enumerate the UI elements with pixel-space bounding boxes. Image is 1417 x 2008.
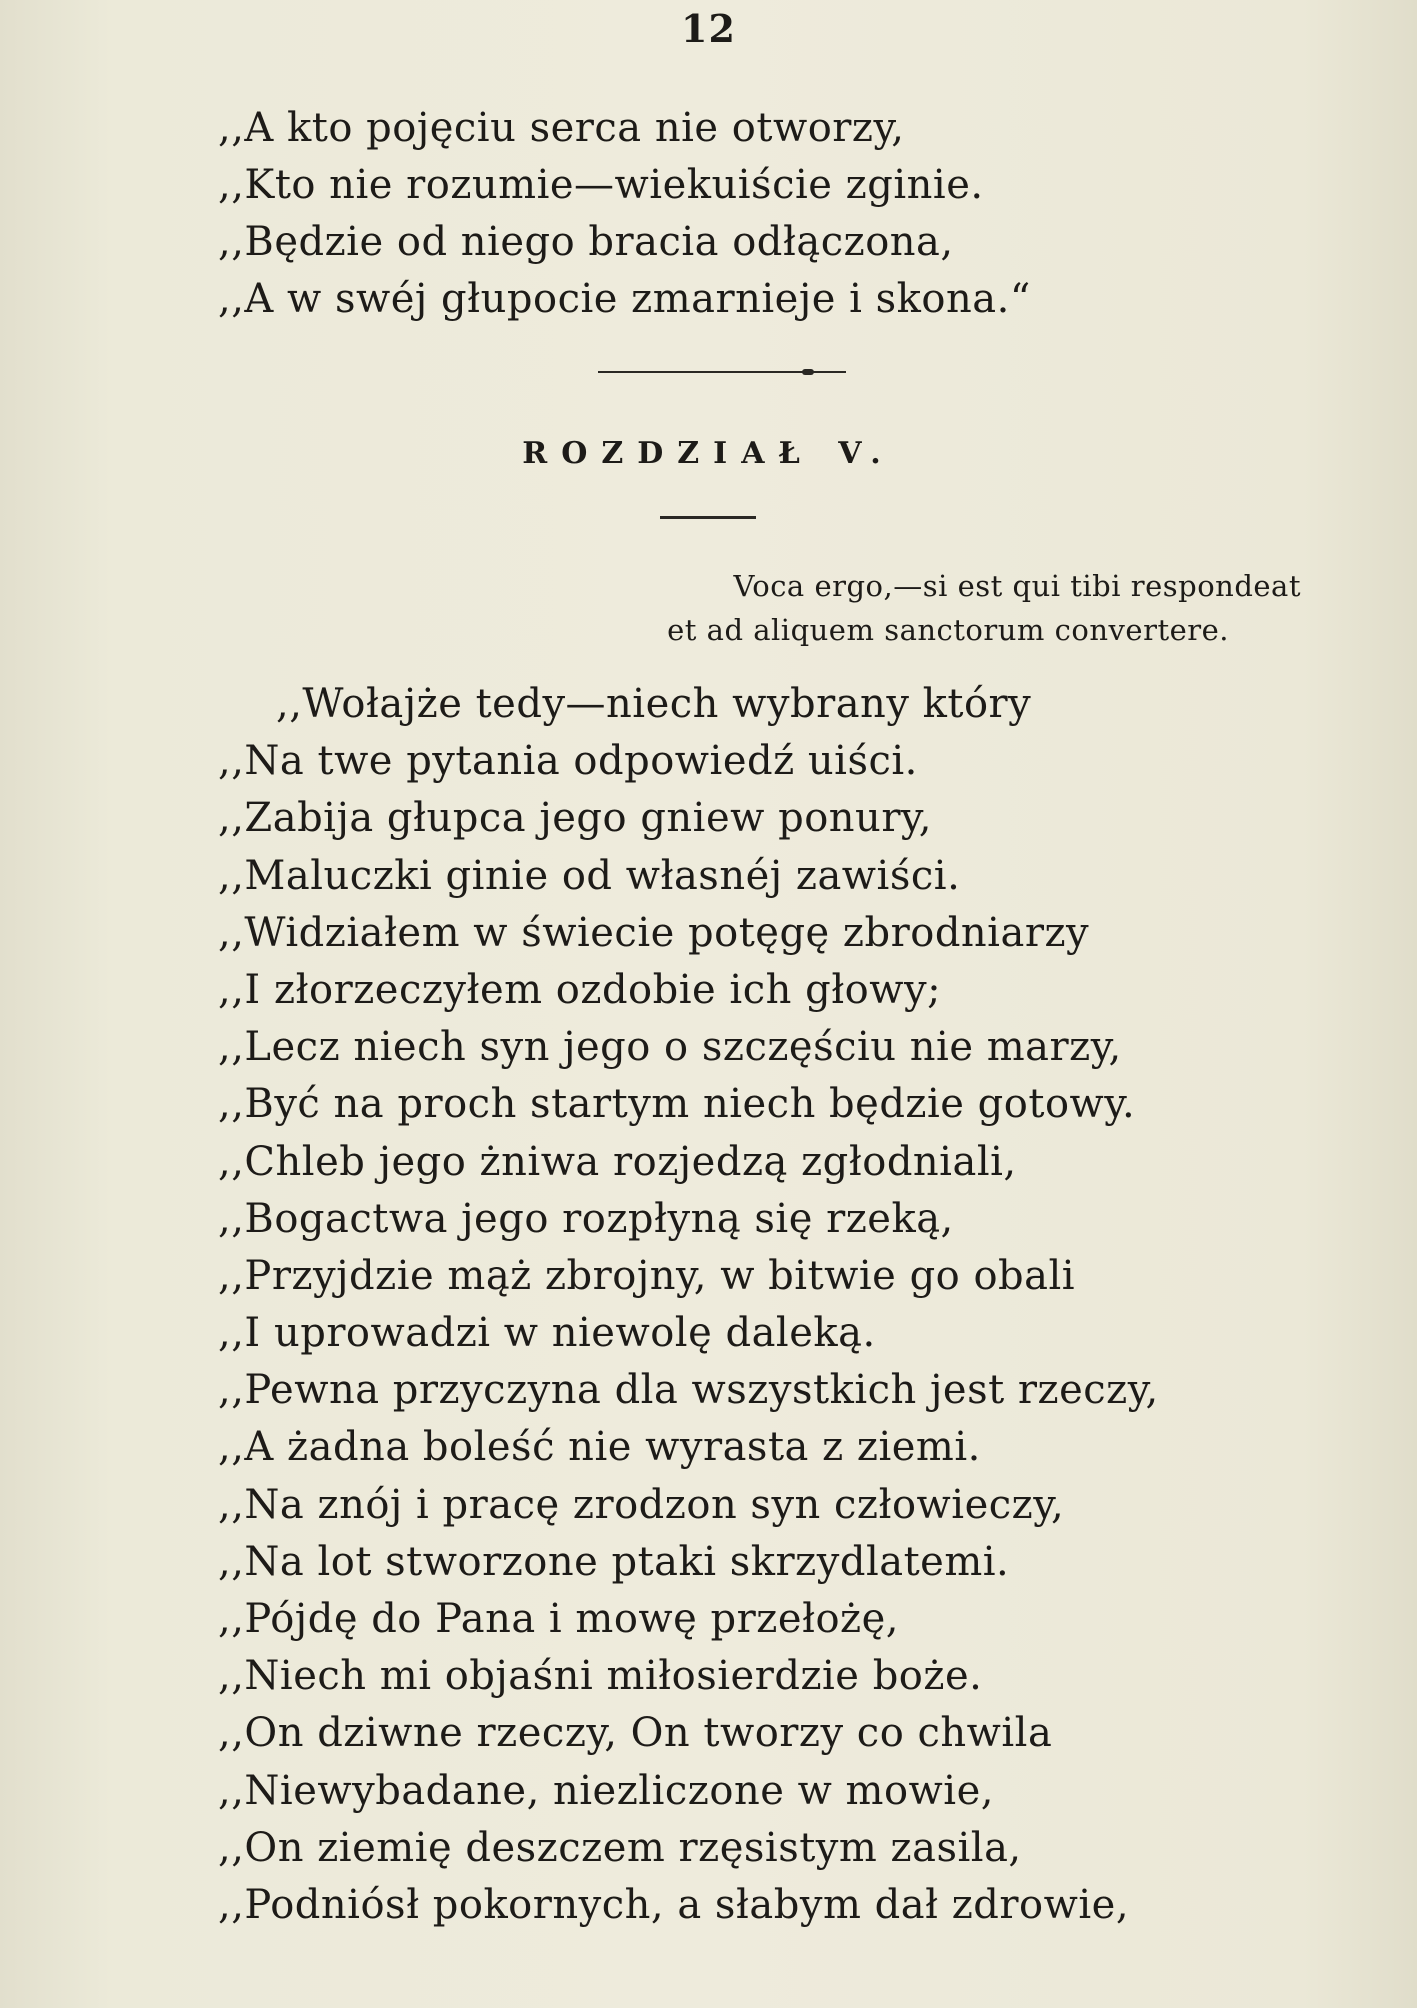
verse-line: ,,A żadna boleść nie wyrasta z ziemi. xyxy=(218,1424,981,1471)
verse-line: ,,Widziałem w świecie potęgę zbrodniarzy xyxy=(218,909,1090,956)
verse-line: ,,A kto pojęciu serca nie otworzy, xyxy=(218,105,905,151)
main-verses xyxy=(218,676,1338,1934)
verse-line: ,,Być na proch startym niech będzie gotowy. xyxy=(218,1081,1136,1128)
opening-stanza xyxy=(218,100,1338,328)
verse-line: ,,Na twe pytania odpowiedź uiści. xyxy=(218,738,918,785)
chapter-heading: ROZDZIAŁ V. xyxy=(522,436,895,471)
verse-line: ,,I uprowadzi w niewolę daleką. xyxy=(218,1310,876,1357)
verse-line: ,,Wołajże tedy—niech wybrany który xyxy=(276,681,1032,727)
verse-line: ,,Bogactwa jego rozpłyną się rzeką, xyxy=(218,1195,954,1242)
ornamental-divider xyxy=(598,371,846,373)
epigraph-line: et ad aliquem sanctorum convertere. xyxy=(667,613,1229,647)
verse-line: ,,Kto nie rozumie—wiekuiście zginie. xyxy=(218,162,984,208)
verse-line: ,,On ziemię deszczem rzęsistym zasila, xyxy=(218,1824,1022,1871)
verse-line: ,,Będzie od niego bracia odłączona, xyxy=(218,219,954,265)
verse-line: ,,Na znój i pracę zrodzon syn człowieczy, xyxy=(218,1481,1065,1528)
verse-line: ,,A w swéj głupocie zmarnieje i skona.“ xyxy=(218,276,1031,322)
verse-line: ,,Niech mi objaśni miłosierdzie boże. xyxy=(218,1653,983,1700)
verse-line: ,,Niewybadane, niezliczone w mowie, xyxy=(218,1767,994,1814)
verse-line: ,,On dziwne rzeczy, On tworzy co chwila xyxy=(218,1710,1053,1757)
verse-line: ,,I złorzeczyłem ozdobie ich głowy; xyxy=(218,966,942,1013)
verse-line: ,,Podniósł pokornych, a słabym dał zdrowie, xyxy=(218,1881,1130,1928)
epigraph-line: Voca ergo,—si est qui tibi respondeat xyxy=(733,569,1301,603)
verse-line: ,,Pójdę do Pana i mowę przełożę, xyxy=(218,1596,900,1642)
verse-line: ,,Na lot stworzone ptaki skrzydlatemi. xyxy=(218,1538,1010,1585)
epigraph xyxy=(667,564,1301,652)
verse-line: ,,Pewna przyczyna dla wszystkich jest rzeczy, xyxy=(218,1367,1159,1414)
page-number: 12 xyxy=(681,6,736,51)
verse-line: ,,Przyjdzie mąż zbrojny, w bitwie go obali xyxy=(218,1252,1076,1299)
verse-line: ,,Maluczki ginie od własnéj zawiści. xyxy=(218,852,961,899)
heading-underline xyxy=(660,516,756,519)
verse-line: ,,Lecz niech syn jego o szczęściu nie marzy, xyxy=(218,1024,1122,1071)
verse-line: ,,Chleb jego żniwa rozjedzą zgłodniali, xyxy=(218,1138,1017,1185)
verse-line: ,,Zabija głupca jego gniew ponury, xyxy=(218,795,932,842)
